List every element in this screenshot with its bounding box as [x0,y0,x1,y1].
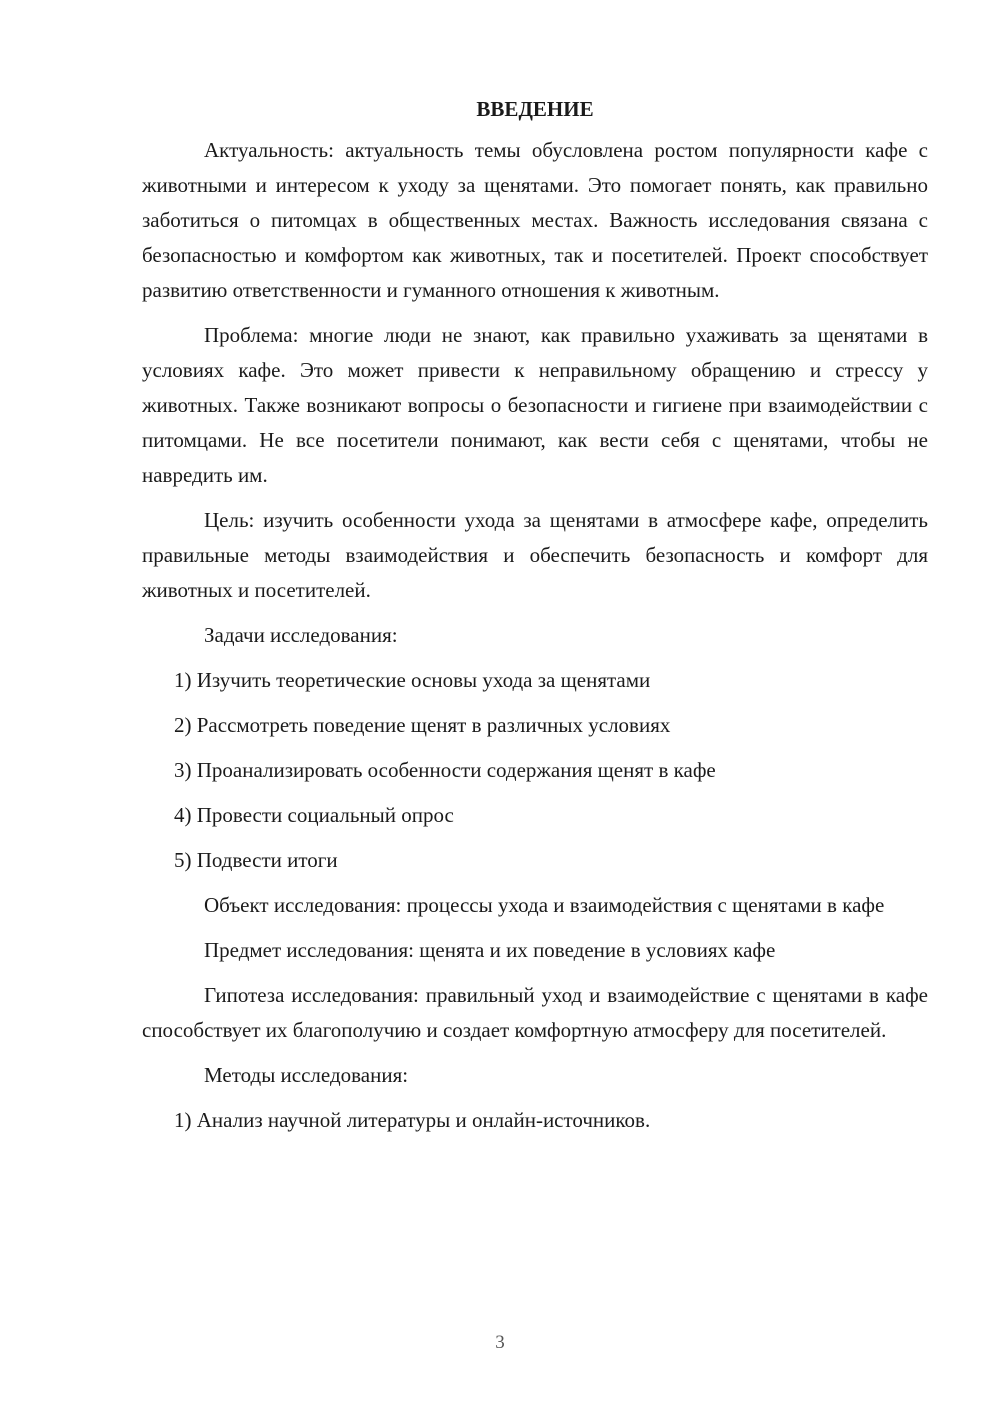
object-paragraph: Объект исследования: процессы ухода и взаимодействия с щенятами в кафе [204,893,885,917]
hypothesis-paragraph: Гипотеза исследования: правильный уход и взаимодействие с щенятами в кафе способствует их благополучию и создает комфортную атмосферу для посетителей. [142,983,928,1042]
subject-paragraph: Предмет исследования: щенята и их поведение в условиях кафе [204,938,776,962]
goal-paragraph: Цель: изучить особенности ухода за щенятами в атмосфере кафе, определить правильные методы взаимодействия и обеспечить безопасность и комфорт для животных и посетителей. [142,508,928,602]
task-item-2: 2) Рассмотреть поведение щенят в различных условиях [174,713,671,737]
method-item-1: 1) Анализ научной литературы и онлайн-источников. [174,1108,651,1132]
task-item-4: 4) Провести социальный опрос [174,803,454,827]
page-number: 3 [495,1332,505,1353]
methods-heading: Методы исследования: [204,1063,409,1087]
problem-paragraph: Проблема: многие люди не знают, как правильно ухаживать за щенятами в условиях кафе. Это может привести к неправильному обращению и стрессу у животных. Также возникают вопросы о безопасности и гигиене при взаимодействии с питомцами. Не все посетители понимают, как вести себя с щенятами, чтобы не навредить им. [142,323,928,487]
task-item-3: 3) Проанализировать особенности содержания щенят в кафе [174,758,716,782]
section-title: ВВЕДЕНИЕ [476,97,594,121]
task-item-5: 5) Подвести итоги [174,848,338,872]
relevance-paragraph: Актуальность: актуальность темы обусловлена ростом популярности кафе с животными и интересом к уходу за щенятами. Это помогает понять, как правильно заботиться о питомцах в общественных местах. Важность исследования связана с безопасностью и комфортом как животных, так и посетителей. Проект способствует развитию ответственности и гуманного отношения к животным. [142,138,928,302]
task-item-1: 1) Изучить теоретические основы ухода за щенятами [174,668,651,692]
document-page [142,92,928,1148]
tasks-heading: Задачи исследования: [204,623,398,647]
